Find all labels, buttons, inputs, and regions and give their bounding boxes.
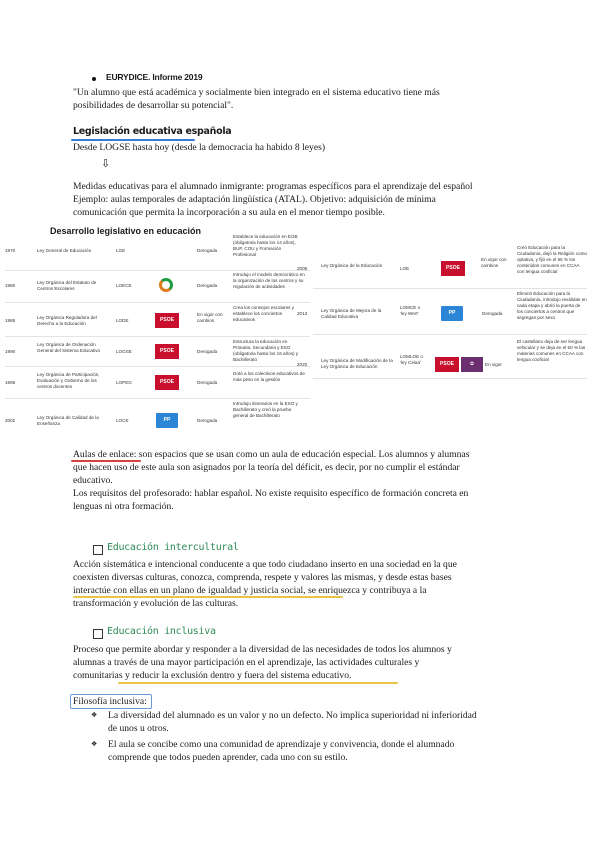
psoe-party-logo: PSOE	[435, 357, 459, 372]
cell-status: En vigor con cambios	[481, 257, 507, 268]
intercultural-title: Educación intercultural	[107, 542, 239, 553]
cell-law: Ley Orgánica de Calidad de la Enseñanza	[37, 415, 99, 426]
psoe-party-logo: PSOE	[155, 313, 179, 328]
cell-abbr: LOE	[400, 266, 410, 271]
aulas-term: Aulas de enlace	[73, 449, 134, 460]
filosofia-title: Filosofía inclusiva:	[73, 696, 147, 707]
incl-highlight-underline	[118, 682, 398, 684]
table-title: Desarrollo legislativo en educación	[50, 226, 202, 236]
pp-party-logo: PP	[441, 306, 463, 321]
cell-law: Ley Orgánica de Modificación de la Ley Orgánica de Educación	[321, 358, 393, 369]
psoe-party-logo: PSOE	[155, 344, 179, 359]
cell-year: 2013	[297, 311, 308, 316]
incl-line-1: Proceso que permite abordar y responder a la diversidad de las necesidades de todos los alumnos y	[73, 644, 452, 655]
cell-year: 1980	[5, 283, 16, 288]
aulas-line-3: educativo.	[73, 475, 113, 486]
aulas-line-5: lenguas ni otra formación.	[73, 501, 174, 512]
cell-status: Derogada	[197, 380, 218, 385]
cell-desc: Creó Educación para la Ciudadanía, dejó la Religión como optativa, y fijó en el 55 % los contenidos comunes en CCAA con lengua cooficial	[517, 245, 587, 274]
cell-desc: Dotó a los colectivos educativos de más peso en la gestión	[233, 371, 305, 382]
row-divider	[5, 270, 310, 271]
aulas-line-2: que hacen uso de este aula son asignados por la teoría del déficit, es decir, por no cumplir el estándar	[73, 462, 460, 473]
medidas-line-2: Ejemplo: aulas temporales de adaptación lingüística (ATAL). Objetivo: adquisición de mínima	[73, 194, 436, 205]
cell-law: Ley General de Educación	[37, 248, 92, 253]
cell-status: En vigor	[485, 362, 502, 367]
medidas-line-1: Medidas educativas para el alumnado inmigrante: programas específicos para el aprendizaje del español	[73, 181, 473, 192]
cell-abbr: LOMCE o 'ley Wert'	[400, 305, 421, 316]
cell-status: Derogada	[482, 311, 503, 316]
inclusiva-title: Educación inclusiva	[107, 626, 216, 637]
psoe-party-logo: PSOE	[155, 375, 179, 390]
cell-year: 2020	[297, 362, 308, 367]
cell-abbr: LOCE	[116, 418, 129, 423]
cell-abbr: LOMLOE o 'ley Celaá'	[400, 354, 423, 365]
bullet-dot	[92, 77, 96, 81]
cell-status: Derogada	[197, 418, 218, 423]
cell-year: 2006	[297, 266, 308, 271]
inter-line-1: Acción sistemática e intencional conducente a que todo ciudadano inserto en una sociedad en la que	[73, 559, 457, 570]
cell-status: Derogada	[197, 248, 218, 253]
cell-law: Ley Orgánica del Estatuto de Centros Escolares	[37, 280, 97, 291]
cell-abbr: LOGSE	[116, 349, 132, 354]
cell-year: 1985	[5, 318, 16, 323]
psoe-party-logo: PSOE	[441, 261, 465, 276]
cell-law: Ley Orgánica de Mejora de la Calidad Educativa	[321, 308, 382, 319]
intercultural-checkbox[interactable]	[93, 545, 103, 555]
inter-line-3: interactúe con ellas en un plano de igualdad y justicia social, se enriquezca y contribuya a la	[73, 585, 427, 596]
cell-status: Derogada	[197, 349, 218, 354]
incl-line-3: comunitarias y reducir la exclusión dentro y fuera del sistema educativo.	[73, 670, 352, 681]
cell-desc: Introdujo itinerarios en la ESO y Bachillerato y creó la prueba general de Bachillerato	[233, 401, 298, 418]
cell-abbr: LODE	[116, 318, 129, 323]
quote-line-2: posibilidades de desarrollar su potencial".	[73, 100, 234, 111]
cell-year: 2002	[5, 418, 16, 423]
cell-desc: Crea los consejos escolares y establece los conciertos educativos	[233, 305, 295, 322]
diamond-bullet-icon: ❖	[91, 711, 98, 719]
cell-status: En vigor con cambios	[197, 312, 223, 323]
cell-abbr: LGE	[116, 248, 126, 253]
fil-b1-line-2: de unos u otros.	[108, 723, 169, 734]
cell-desc: Eliminó Educación para la Ciudadanía, introdujo reválidas en cada etapa y abrió la puerta de los conciertos a centros que segregan por sexo	[517, 291, 587, 320]
row-divider	[313, 334, 587, 335]
cell-law: Ley Orgánica de Ordenación General del Sistema Educativo	[37, 342, 101, 353]
cell-abbr: LOECE	[116, 283, 132, 288]
cs-party-logo	[159, 278, 173, 292]
row-divider	[5, 398, 310, 399]
inclusiva-checkbox[interactable]	[93, 629, 103, 639]
row-divider	[5, 302, 310, 303]
inter-line-2: coexisten diversas culturas, conozca, comprenda, respete y valores las mismas, y desde estas bases	[73, 572, 452, 583]
podemos-party-logo: ✿	[461, 357, 483, 372]
cell-desc: Estructura la educación en Primaria, Secundaria y ESO (obligatoria hasta los 16 años) y Bachillerato	[233, 339, 299, 362]
cell-year: 1990	[5, 349, 16, 354]
cell-desc: El castellano deja de ser lengua vehicular y se deja en el 50 % las materias comunes en CCAA con lengua cooficial	[517, 339, 586, 362]
cell-abbr: LOPEG	[116, 380, 132, 385]
down-arrow-icon: ⇩	[101, 157, 111, 170]
legislacion-subtitle: Desde LOGSE hasta hoy (desde la democracia ha habido 8 leyes)	[73, 142, 326, 153]
legislacion-title: Legislación educativa española	[73, 126, 232, 137]
medidas-line-3: comunicación que permita la incorporación a su aula en el menor tiempo posible.	[73, 207, 385, 218]
cell-law: Ley Orgánica Reguladora del Derecho a la Educación	[37, 315, 97, 326]
pp-party-logo: PP	[156, 413, 178, 428]
incl-line-2: alumnas a través de una mayor participación en el aprendizaje, las actividades culturales y	[73, 657, 420, 668]
cell-year: 1970	[5, 248, 16, 253]
fil-b2-line-1: El aula se concibe como una comunidad de aprendizaje y convivencia, donde el alumnado	[108, 739, 455, 750]
diamond-bullet-icon: ❖	[91, 740, 98, 748]
row-divider	[5, 336, 310, 337]
row-divider	[313, 288, 587, 289]
inter-line-4: transformación y evolución de las culturas.	[73, 598, 239, 609]
aulas-line-4: Los requisitos del profesorado: hablar español. No existe requisito específico de formación concreta en	[73, 488, 469, 499]
cell-desc: Introdujo el modelo democrático en la organización de los centros y su regulación de actividades	[233, 272, 305, 289]
eurydice-heading: EURYDICE. Informe 2019	[106, 72, 203, 82]
cell-year: 1995	[5, 380, 16, 385]
cell-status: Derogada	[197, 283, 218, 288]
aulas-definition: : son espacios que se usan como un aula de educación especial. Los alumnos y alumnas	[133, 449, 470, 460]
quote-line-1: "Un alumno que está académica y socialmente bien integrado en el sistema educativo tiene más	[73, 87, 440, 98]
fil-b2-line-2: comprende que todos pueden aprender, cada uno con su estilo.	[108, 752, 348, 763]
cell-law: Ley Orgánica de la Educación	[321, 263, 383, 268]
legislation-table	[5, 234, 587, 438]
fil-b1-line-1: La diversidad del alumnado es un valor y no un defecto. No implica superioridad ni inferioridad	[108, 710, 477, 721]
row-divider	[5, 366, 310, 367]
cell-law: Ley Orgánica de Participación, Evaluación y Gobierno de los centros docentes	[37, 372, 100, 389]
cell-desc: Establece la educación en EGB (obligatoria hasta los 14 años), BUP, COU y Formación Profesional	[233, 234, 298, 257]
